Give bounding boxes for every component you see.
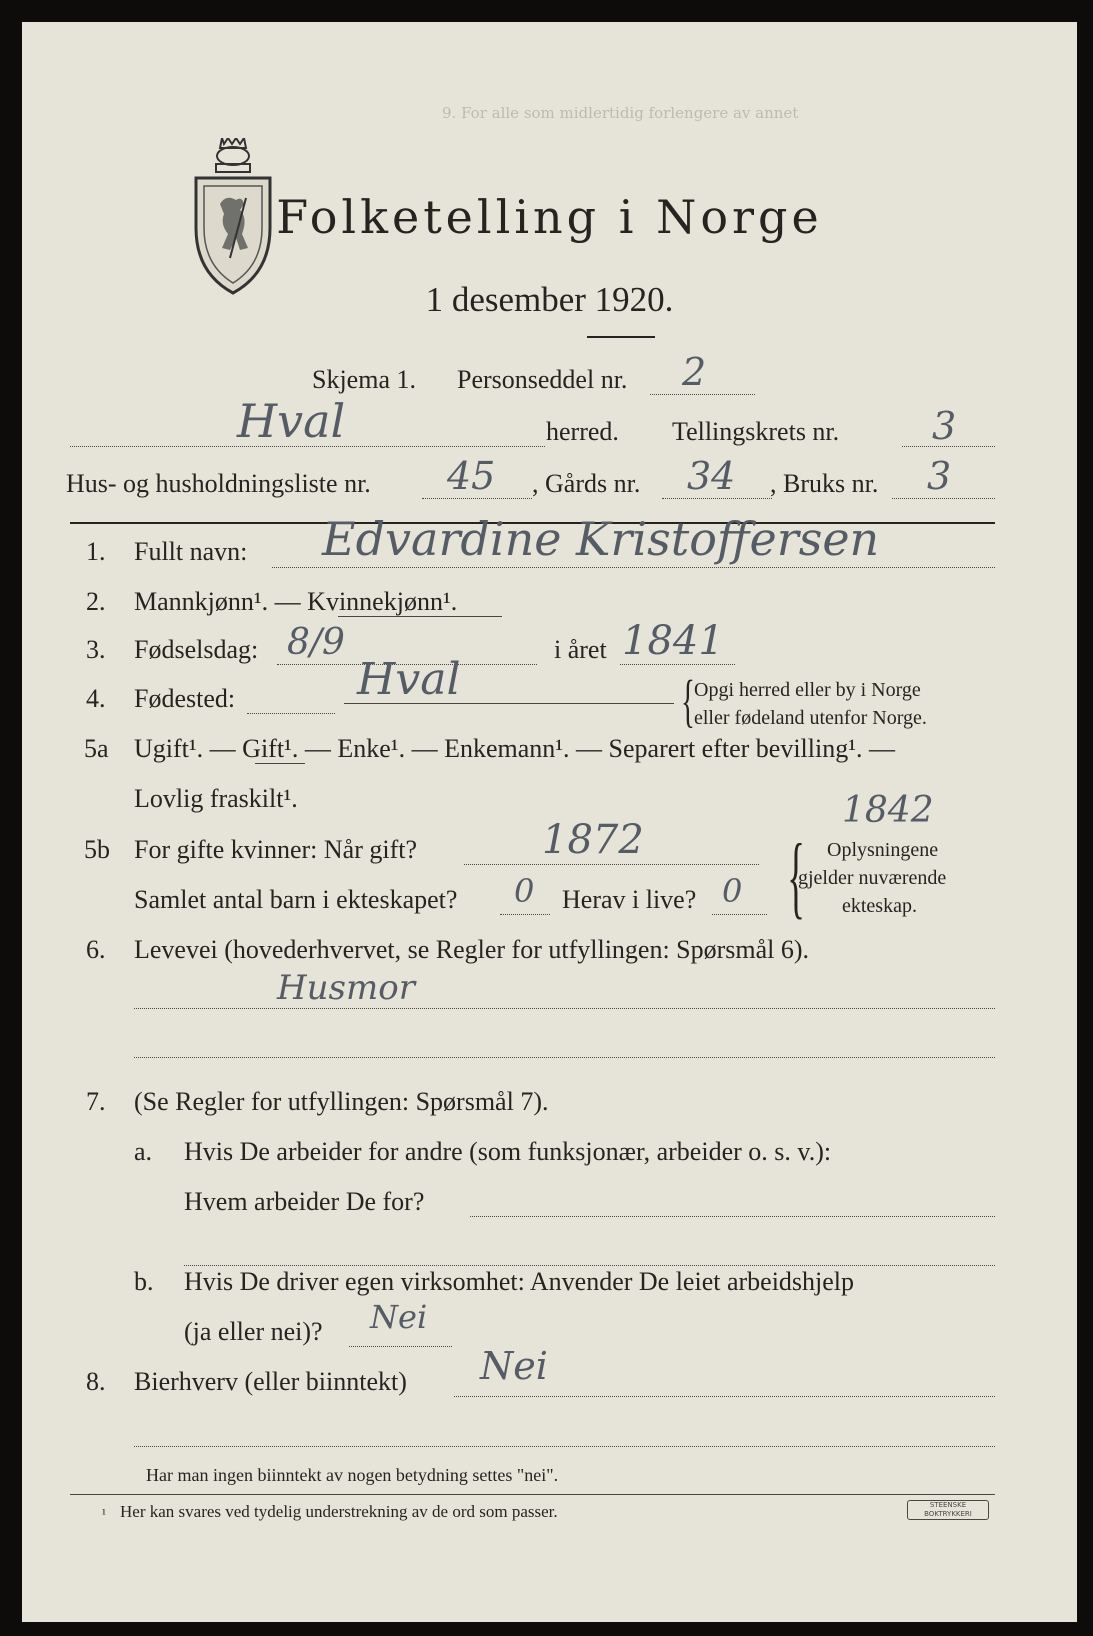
- personseddel-label: Personseddel nr.: [457, 365, 628, 394]
- q6-number: 6.: [86, 935, 106, 964]
- q3-number: 3.: [86, 635, 106, 664]
- q8-line-1: [454, 1396, 995, 1397]
- q4-line-left: [247, 713, 335, 714]
- q5b-label: For gifte kvinner: Når gift?: [134, 835, 418, 864]
- skjema-label: Skjema 1.: [312, 365, 416, 394]
- title-divider: [587, 336, 655, 338]
- q4-brace: {: [680, 668, 695, 733]
- tellingskrets-label: Tellingskrets nr.: [672, 417, 840, 446]
- q7-label: (Se Regler for utfyllingen: Spørsmål 7).: [134, 1087, 549, 1116]
- husholdning-value: 45: [447, 454, 496, 498]
- q7b-letter: b.: [134, 1267, 154, 1296]
- q8-number: 8.: [86, 1367, 106, 1396]
- q4-number: 4.: [86, 684, 106, 713]
- q8-label: Bierhverv (eller biinntekt): [134, 1367, 407, 1396]
- q1-value: Edvardine Kristoffersen: [322, 512, 880, 566]
- q7-number: 7.: [86, 1087, 106, 1116]
- q5b-alive-line: [712, 914, 767, 915]
- personseddel-line: [650, 394, 755, 395]
- q5b-value: 1872: [542, 817, 644, 863]
- q7a-label: Hvis De arbeider for andre (som funksjonær, arbeider o. s. v.):: [184, 1137, 832, 1166]
- q7b-value: Nei: [370, 1298, 428, 1336]
- q3-value: 8/9: [287, 622, 345, 663]
- q5b-brace: {: [787, 825, 805, 927]
- form-subtitle: 1 desember 1920.: [425, 280, 674, 319]
- q5a-number: 5a: [84, 734, 109, 763]
- q7a-line-2: [184, 1265, 995, 1266]
- q8-line-2: [134, 1446, 995, 1447]
- q7b-label: Hvis De driver egen virksomhet: Anvender De leiet arbeidshjelp: [184, 1267, 855, 1296]
- gards-value: 34: [687, 454, 736, 498]
- bleed-through-text: 9. For alle som midlertidig forlengere av annet: [442, 104, 799, 122]
- q1-number: 1.: [86, 537, 106, 566]
- form-title: Folketelling i Norge: [276, 190, 823, 244]
- q3-year-line: [620, 664, 735, 665]
- q7a-label-line2: Hvem arbeider De for?: [184, 1187, 425, 1216]
- q5a-label-line2: Lovlig fraskilt¹.: [134, 784, 298, 813]
- footer-divider: [70, 1494, 995, 1495]
- q5b-children-label: Samlet antal barn i ekteskapet?: [134, 885, 458, 914]
- q5b-correction: 1842: [842, 790, 934, 831]
- q5a-label: Ugift¹. — Gift¹. — Enke¹. — Enkemann¹. — Separert efter bevilling¹. —: [134, 734, 896, 763]
- q5b-alive-value: 0: [722, 872, 743, 910]
- footnote-text: Her kan svares ved tydelig understrekning av de ord som passer.: [120, 1502, 558, 1521]
- q7b-label-line2: (ja eller nei)?: [184, 1317, 323, 1346]
- census-form: [22, 22, 1077, 1622]
- q6-value: Husmor: [277, 968, 415, 1008]
- bruks-label: , Bruks nr.: [770, 469, 879, 498]
- q3-year-label: i året: [554, 635, 607, 664]
- q5b-note-line1: Oplysningene: [827, 839, 939, 861]
- herred-label: herred.: [546, 417, 619, 446]
- q3-year-value: 1841: [622, 618, 724, 664]
- bruks-line: [892, 498, 995, 499]
- herred-value: Hval: [237, 394, 346, 448]
- q1-label: Fullt navn:: [134, 537, 248, 566]
- tellingskrets-value: 3: [932, 404, 957, 448]
- q1-line: [272, 567, 995, 568]
- q8-value: Nei: [480, 1344, 548, 1388]
- husholdning-label: Hus- og husholdningsliste nr.: [66, 469, 371, 498]
- q4-note-line1: Opgi herred eller by i Norge: [694, 679, 921, 701]
- q7a-letter: a.: [134, 1137, 153, 1166]
- q2-label: Mannkjønn¹. — Kvinnekjønn¹.: [134, 587, 458, 616]
- q5b-note-line2: gjelder nuværende: [798, 867, 947, 889]
- q7a-line-1: [470, 1216, 995, 1217]
- footer-note: Har man ingen biinntekt av nogen betydning settes "nei".: [146, 1465, 559, 1485]
- footnote-mark: ¹: [102, 1506, 106, 1521]
- q5b-note-line3: ekteskap.: [842, 895, 917, 917]
- gards-line: [662, 498, 772, 499]
- q2-underline-kvinnekjonn: [338, 616, 502, 617]
- q4-label: Fødested:: [134, 684, 236, 713]
- q6-label: Levevei (hovederhvervet, se Regler for utfyllingen: Spørsmål 6).: [134, 935, 810, 964]
- q4-note-line2: eller fødeland utenfor Norge.: [694, 707, 927, 729]
- printer-stamp: STEENSKE BOKTRYKKERI: [907, 1500, 989, 1520]
- q5a-underline-gift: [255, 763, 305, 764]
- q5b-line: [464, 864, 759, 865]
- q6-line-2: [134, 1057, 995, 1058]
- husholdning-line: [422, 498, 532, 499]
- q5b-children-value: 0: [514, 872, 535, 910]
- gards-label: , Gårds nr.: [532, 469, 641, 498]
- q7b-line: [349, 1346, 452, 1347]
- bruks-value: 3: [927, 454, 952, 498]
- q5b-alive-label: Herav i live?: [562, 885, 697, 914]
- q5b-number: 5b: [84, 835, 110, 864]
- q6-line-1: [134, 1008, 995, 1009]
- personseddel-value: 2: [682, 350, 707, 394]
- q5b-children-line: [500, 914, 550, 915]
- q2-number: 2.: [86, 587, 106, 616]
- q4-value: Hval: [357, 654, 461, 705]
- q3-label: Fødselsdag:: [134, 635, 259, 664]
